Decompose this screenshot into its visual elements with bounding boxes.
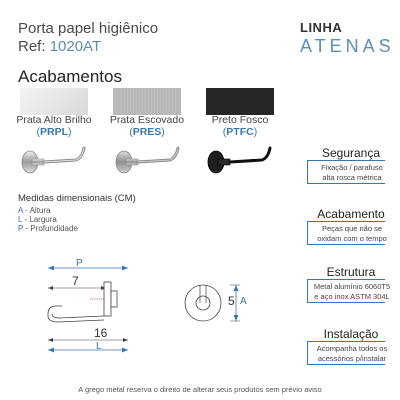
dimension-item-altura: A - Altura: [18, 206, 51, 215]
feature-title-acabamento: Acabamento: [317, 207, 385, 221]
swatch-pres: [113, 88, 181, 115]
feature-title-seguranca: Segurança: [321, 146, 381, 160]
feature-text-seguranca: Fixação / parafuso alta rosca métrica: [321, 163, 383, 182]
feature-text-acabamento: Peças que não se oxidam com o tempo: [317, 224, 387, 243]
dimension-letter-a: A: [240, 296, 247, 307]
product-ref: [18, 38, 101, 55]
finish-label-pres: Prata Escovado: [109, 114, 185, 126]
holder-ptfc-image: [204, 140, 284, 180]
dimension-value-l: 16: [94, 326, 108, 340]
dimension-item-largura: L - Largura: [18, 215, 57, 224]
brand-line-label: LINHA: [300, 20, 343, 35]
side-view-drawing: [28, 258, 178, 358]
finish-label-prpl: Prata Alto Brilho: [16, 114, 92, 126]
brand-name: ATENAS: [300, 36, 395, 56]
holder-pres-image: [112, 140, 192, 180]
dimension-letter-l: L: [96, 341, 102, 352]
dimension-letter-p: P: [76, 258, 83, 269]
finish-code-pres: (PRES): [129, 126, 165, 138]
finish-label-ptfc: Preto Fosco: [211, 114, 269, 126]
dimension-value-a: 5: [228, 294, 235, 308]
finish-code-ptfc: (PTFC): [222, 126, 258, 138]
feature-title-estrutura: Estrutura: [326, 265, 376, 279]
feature-title-instalacao: Instalação: [323, 327, 379, 341]
dimension-value-p: 7: [72, 274, 79, 288]
footer-disclaimer: A grego metal reserva o direito de alterar seus produtos sem prévio aviso: [78, 385, 322, 394]
swatch-prpl: [20, 88, 88, 115]
front-view-drawing: [178, 275, 248, 335]
feature-text-instalacao: Acompanha todos os acessórios p/instalar: [316, 344, 388, 363]
ref-code: 1020AT: [49, 38, 102, 55]
feature-text-estrutura: Metal alumínio 6060T5 e aço inox ASTM 304L: [313, 282, 391, 301]
dimensions-title: Medidas dimensionais (CM): [18, 193, 136, 204]
dimension-item-profundidade: P - Profundidade: [18, 224, 78, 233]
ref-label: Ref:: [18, 38, 46, 55]
product-title: Porta papel higiênico: [18, 20, 159, 37]
finishes-title: Acabamentos: [18, 67, 122, 86]
holder-prpl-image: [18, 140, 98, 180]
swatch-ptfc: [206, 88, 274, 115]
finish-code-prpl: (PRPL): [36, 126, 72, 138]
